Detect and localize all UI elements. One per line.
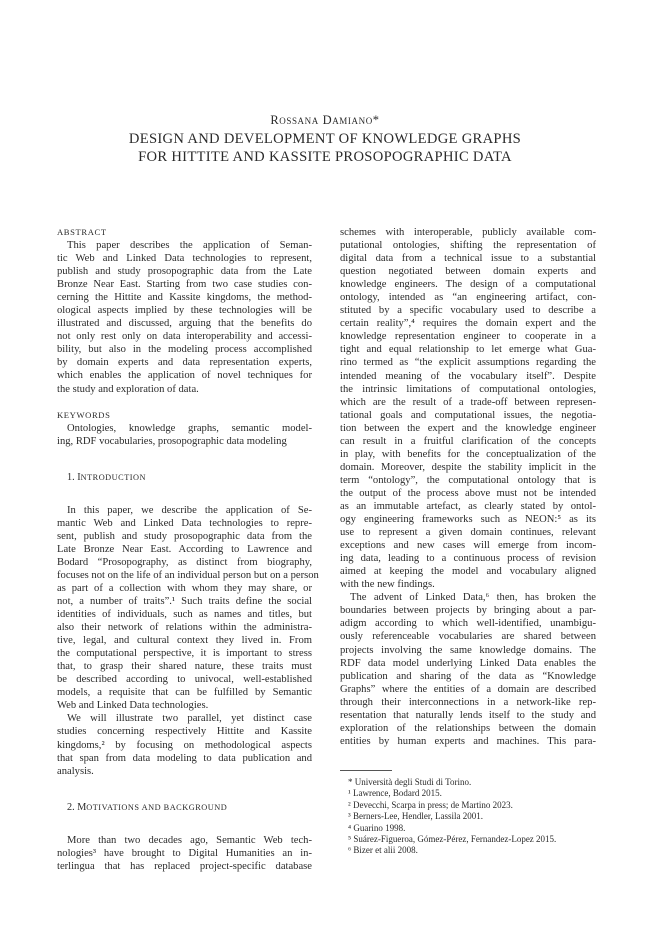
footnote-mark: ² xyxy=(348,799,351,810)
text-line: Ontologies, knowledge graphs, semantic model- xyxy=(67,422,312,434)
text-line: tight and equal relationship to let emerge what Gua- xyxy=(340,344,596,356)
text-line: with the new findings. xyxy=(340,579,435,591)
text-line: through their interconnections in a network-like rep- xyxy=(340,696,596,708)
text-line: Graphs” where the entities of a domain are described xyxy=(340,683,596,695)
intro-paragraph xyxy=(57,712,312,777)
footnote xyxy=(348,823,598,834)
text-line: terlingua that has replaced project-specific database xyxy=(57,860,312,872)
text-line: domain. Moreover, despite the stability implicit in the xyxy=(340,461,596,473)
keywords-heading: KEYWORDS xyxy=(57,409,111,420)
text-line: schemes with interoperable, publicly available com- xyxy=(340,227,596,238)
text-line: which are the result of a trade-off between represen- xyxy=(340,396,596,408)
text-line: ontology, intended as “an engineering artifact, con- xyxy=(340,292,596,304)
footnote xyxy=(348,811,598,822)
footnote-rule xyxy=(340,770,392,771)
text-line: We will illustrate two parallel, yet distinct case xyxy=(67,713,312,725)
text-line: which enables the application of novel techniques for xyxy=(57,370,312,382)
text-line: aimed at keeping the model and vocabulary aligned xyxy=(340,566,596,578)
text-line: as an immutable artefact, as clearly stated by ontol- xyxy=(340,500,596,512)
text-line: Late Bronze Near East. According to Lawrence and xyxy=(57,543,312,555)
text-line: use to represent a given domain continues, relevant xyxy=(340,527,596,539)
text-line: also their network of relations within the administra- xyxy=(57,622,312,634)
text-line: entities by human experts and machines. This para- xyxy=(340,735,596,747)
footnote-text: Bizer et alii 2008. xyxy=(353,845,418,856)
text-line: question negotiated between domain experts and xyxy=(340,266,596,278)
text-line: that span from data modeling to data publication and xyxy=(57,752,312,764)
paper-title xyxy=(0,130,650,166)
body-paragraph xyxy=(340,226,596,591)
text-line: that, to grasp their shared nature, these traits must xyxy=(57,661,312,673)
text-line: by domain experts and data representation experts, xyxy=(57,357,312,369)
section-heading-introduction: 1. INTRODUCTION xyxy=(67,471,147,483)
text-line: publish and study prosopographic data from the Late xyxy=(57,266,312,278)
text-line: ing, RDF vocabularies, prosopographic data modeling xyxy=(57,435,287,447)
text-line: exceptions and new cases will emerge from incom- xyxy=(340,540,596,552)
title-line: DESIGN AND DEVELOPMENT OF KNOWLEDGE GRAPHS xyxy=(128,131,522,147)
text-line: adigm according to which well-identified, unambigu- xyxy=(340,618,596,630)
footnote-text: Berners-Lee, Hendler, Lassila 2001. xyxy=(352,811,484,822)
body-paragraph xyxy=(340,591,596,748)
text-line: ogy engineering frameworks such as NEON:⁵ as its xyxy=(340,514,596,526)
text-line: knowledge representation engineer to cooperate in a xyxy=(340,331,596,343)
footnote-mark: * xyxy=(348,777,353,787)
text-line: Bronze Near East. Starting from two case studies con- xyxy=(57,279,312,291)
text-line: be described according to univocal, well-established xyxy=(57,674,312,686)
left-column xyxy=(57,226,319,873)
text-line: tational goals and computational issues, the negotia- xyxy=(340,409,596,421)
text-line: identities of individuals, such as names and titles, but xyxy=(57,609,312,621)
text-line: tic Web and Linked Data technologies to represent, xyxy=(57,253,312,265)
footnote xyxy=(348,800,598,811)
footnote-text: Devecchi, Scarpa in press; de Martino 2023. xyxy=(352,799,513,810)
footnote-text: Lawrence, Bodard 2015. xyxy=(352,788,442,799)
footnotes xyxy=(348,777,598,857)
text-line: intended meaning of the vocabulary itself”. Despite xyxy=(340,370,596,382)
footnote-mark: ⁴ xyxy=(348,822,352,833)
text-line: not only rest only on data interoperability and accessi- xyxy=(57,331,312,343)
text-line: tion between the expert and the knowledge engineer xyxy=(340,422,596,434)
text-line: models, a requisite that can be fulfilled by Semantic xyxy=(57,687,312,699)
text-line: as part of a collection with whom they may share, or xyxy=(57,582,312,594)
text-line: projects involving the same knowledge domains. The xyxy=(340,644,596,656)
text-line: nologies³ have brought to Digital Humanities an in- xyxy=(57,847,312,859)
keywords-text xyxy=(57,422,312,448)
right-column xyxy=(340,226,596,748)
footnote-mark: ⁶ xyxy=(348,845,352,856)
text-line: ously referenceable vocabularies are shared between xyxy=(340,631,596,643)
text-line: illustrated and discussed, arguing that the benefits do xyxy=(57,318,312,330)
text-line: The advent of Linked Data,⁶ then, has broken the xyxy=(350,592,596,604)
text-line: bility, but also in the modeling process accomplished xyxy=(57,344,312,356)
text-line: ing data, leading to a continuous process of revision xyxy=(340,553,596,565)
intro-paragraph xyxy=(57,504,319,713)
text-line: More than two decades ago, Semantic Web tech- xyxy=(67,834,312,846)
motivations-paragraph xyxy=(57,834,312,873)
text-line: not, a number of traits”.¹ Such traits define the social xyxy=(57,595,312,607)
text-line: sent, publish and study prosopographic data from the xyxy=(57,530,312,542)
text-line: boundaries between projects by bringing about a par- xyxy=(340,605,596,617)
text-line: mantic Web and Linked Data technologies to repre- xyxy=(57,517,312,529)
text-line: putational ontologies, shifting the representation of xyxy=(340,240,596,252)
footnote xyxy=(348,777,598,788)
text-line: analysis. xyxy=(57,765,94,777)
text-line: the computational perspective, it is important to stress xyxy=(57,648,312,660)
text-line: certain reality”,⁴ requires the domain expert and the xyxy=(340,318,596,330)
title-line: FOR HITTITE AND KASSITE PROSOPOGRAPHIC DATA xyxy=(138,149,512,165)
text-line: In this paper, we describe the application of Se- xyxy=(67,504,312,516)
footnote-text: Università degli Studi di Torino. xyxy=(354,777,472,787)
author-name: Rossana Damiano* xyxy=(270,113,380,127)
text-line: Web and Linked Data technologies. xyxy=(57,700,209,712)
text-line: digital data from a technical issue to a substantial xyxy=(340,253,596,265)
text-line: ological aspects implied by these technologies will be xyxy=(57,305,312,317)
footnote xyxy=(348,845,598,856)
abstract-text xyxy=(57,239,312,396)
abstract-heading: ABSTRACT xyxy=(57,227,107,237)
text-line: the intrinsic limitations of computational ontologies, xyxy=(340,383,596,395)
footnote xyxy=(348,788,598,799)
text-line: tive, legal, and cultural context they lived in. From xyxy=(57,635,312,647)
footnote-mark: ¹ xyxy=(348,788,351,799)
text-line: term “ontology”, the computational ontology that is xyxy=(340,474,596,486)
text-line: the output of the process above must not be intended xyxy=(340,487,596,499)
text-line: exploration of the relationships between the domain xyxy=(340,722,596,734)
text-line: focuses not on the life of an individual person but on a person xyxy=(57,569,319,581)
text-line: the study and exploration of data. xyxy=(57,383,199,395)
footnote-mark: ³ xyxy=(348,811,351,822)
footnote-text: Suárez-Figueroa, Gómez-Pérez, Fernandez-Lopez 2015. xyxy=(353,834,557,845)
text-line: Bodard “Prosopography, as distinct from biography, xyxy=(57,556,312,568)
text-line: can result in a fruitful clarification of the concepts xyxy=(340,435,596,447)
text-line: stituted by a specific vocabulary used to describe a xyxy=(340,305,596,317)
text-line: cerning the Hittite and Kassite kingdoms, the method- xyxy=(57,292,312,304)
text-line: knowledge engineers. The design of a computational xyxy=(340,279,596,291)
text-line: in play, with benefits for the conceptualization of the xyxy=(340,448,596,460)
footnote xyxy=(348,834,598,845)
text-line: RDF data model underlying Linked Data enables the xyxy=(340,657,596,669)
text-line: publication and sharing of the data as “Knowledge xyxy=(340,670,596,682)
text-line: This paper describes the application of Seman- xyxy=(67,240,312,251)
text-line: kingdoms,² by focusing on methodological aspects xyxy=(57,739,312,751)
text-line: rino termed as “the explicit assumptions regarding the xyxy=(340,357,596,369)
footnote-mark: ⁵ xyxy=(348,834,352,845)
section-heading-motivations: 2. MOTIVATIONS AND BACKGROUND xyxy=(67,801,228,813)
text-line: studies concerning respectively Hittite and Kassite xyxy=(57,726,312,738)
text-line: resentation that naturally lends itself to the study and xyxy=(340,709,596,721)
footnote-text: Guarino 1998. xyxy=(353,822,406,833)
